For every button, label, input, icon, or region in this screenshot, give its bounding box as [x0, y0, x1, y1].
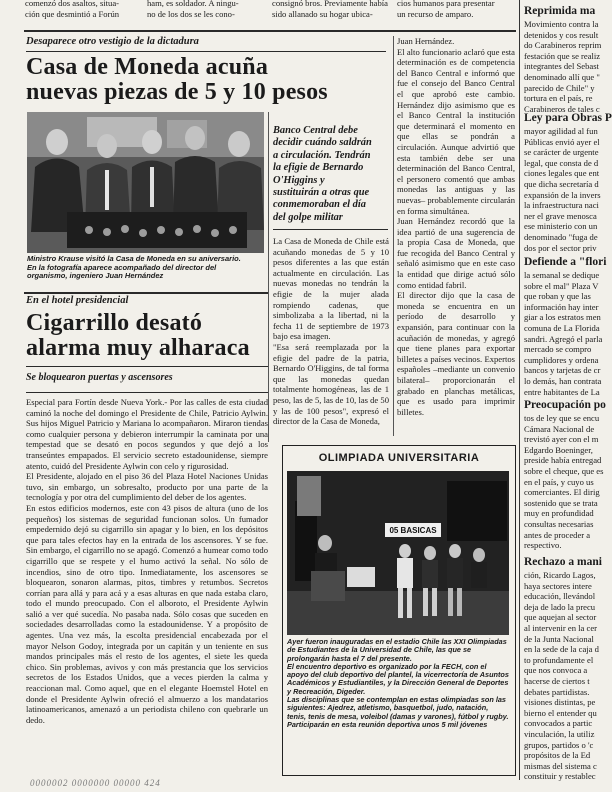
olympics-photo-image — [287, 471, 509, 635]
top-fragment-2: ham, es soldador. A ningu- no de los dos se les cono- — [147, 0, 239, 19]
article2-headline: Cigarrillo desató alarma muy alharaca — [26, 310, 250, 361]
kicker-underline — [26, 51, 386, 52]
footer-archive-mark: 0000002 0000000 00000 424 — [30, 778, 161, 788]
article2-body: Especial para Fortín desde Nueva York.- Por las calles de esta ciudad caminó la noche del domingo el Presidente de Chile, Patricio Aylwin. Sus hijos Miguel Patricio y Mariana lo acompañaron. Miraron tiendas como cualquier persona y debieron interrumpir la caminata por una tempestad que se desató en pocos segundos y que dejó a los transeúntes empapados. El servicio secreto estadounidense, siempre atento, cuidó del Presidente Aylwin con celo y rigurosidad. El Presidente, alojado en el piso 36 del Plaza Hotel Naciones Unidas tuvo, sin embargo, un sobresalto, producto por una parte de la tecnología y por otra del cumplimiento del deber de los agentes. En estos edificios modernos, este con 43 pisos de altura (uno de los pequeños) los sistemas de seguridad funcionan solos. Un fumador empedernido dejó su cigarrillo sin apagar y lo bien, en los depósitos que para tales efectos hay en la entrada de los ascensores. Y se fue. Sin embargo, el cigarrillo no se apagó. Comenzó a humear como todo cigarrillo que se respete y el humo activó la señal. No sólo de incendios, sino de otro tipo. Inmediatamente, los ascensores se bloquearon, sonaron alarmas, pitos, timbres y retumbos. Secretos corrían para allá y para acá y a esas alturas en que nada estaba claro, todo el mundo preocupado. Con el alboroto, el Presidente Aylwin salió a ver qué sucedía. No pasaba nada. Sólo cosas que suceden en sociedades desarrolladas como la estadounidense. Y a propósito de agentes. Una vez más, la escolta presidencial encabezada por el mayor Nelson Godoy, integrada por un capitán y un teniente en sus mandos principales más el resto de los agentes, el siete les queda chico. Sin problemas, avivos y con más prestancia que los servicios secretos de los Estados Unidos, que a veces pierden la calma y reaccionan mal. Como aquel, que en el elegante Hoemstel Hotel en donde el Presidente Aylwin ofreció el almuerzo a los mandatarios latinoamericanos, amenazó a un periodista chileno con quebrarle un dedo. — [26, 397, 268, 725]
casa-moneda-photo-image — [27, 112, 264, 253]
olympics-title: OLIMPIADA UNIVERSITARIA — [318, 452, 480, 464]
article1-headline: Casa de Moneda acuña nuevas piezas de 5 y 10 pesos — [26, 54, 328, 105]
article1-body-right: Juan Hernández. El alto funcionario aclaró que esta determinación es de competencia del Banco Central e informó que fue el consejo del Banco Central el que aprobó este cambio. Hernández dijo asimismo que es el Banco Central la institución que determinará el momento en que ellas se pondrán a circulación. Aunque advirtió que esta también debe ser una determinación del Banco Central, el personero comentó que ambas monedas las antiguas y las nuevas– probablemente circularán en forma simultánea. Juan Hernández recordó que la idea partió de una sugerencia de la propia Casa de Moneda, que fue recogida del Banco Central y señaló asimismo que en este caso la entidad que dirige actuó sólo como entidad fabril. El director dijo que la casa de moneda se encuentra en un período de desarrollo y expansión, para continuar con la acuñación de monedas, y agregó que tiene planes para exportar billetes a países vecinos. Expertos españoles –mediante un convenio bilateral– proporcionarán el grabado en planchas metálicas, que es usado para imprimir billetes. — [397, 36, 515, 417]
top-fragment-3: consignó bros. Previamente había sido allanado su hogar ubica- — [272, 0, 388, 19]
olympics-banner: 05 BASICAS — [389, 526, 437, 535]
sidebar-text-1: Movimiento contra la detenidos y cos result do Carabineros reprim festación que se realiz integrantes del Sebast denominado allí que " parecido de Chile" y tortura en el país, re Carabineros de tales c — [524, 19, 602, 114]
sidebar-head-3: Defiende a "flori — [524, 256, 607, 268]
article2-subhead: Se bloquearon puertas y ascensores — [26, 372, 173, 383]
article1-kicker: Desaparece otro vestigio de la dictadura — [26, 36, 199, 47]
sidebar-head-5: Rechazo a mani — [524, 556, 602, 568]
column-rule-2 — [393, 36, 394, 436]
olympics-box — [282, 445, 516, 776]
sidebar-text-3: la semanal se dedique sobre el mal" Plaza V que roban y que las información hay inter giar a los estratos men comuna de La Florida sandri. Agregó el parla mercado se compro cumplidores y ordena bancos y tarjetas de cr lo demás, han contrata entre habitantes de La — [524, 270, 603, 397]
casa-moneda-photo — [27, 112, 264, 253]
sidebar-head-2: Ley para Obras P — [524, 112, 612, 124]
olympics-photo — [287, 471, 509, 635]
top-fragment-4: cios humanos para presentar un recurso de amparo. — [397, 0, 495, 19]
subhead-rule-bottom — [26, 392, 268, 393]
article1-deck: Banco Central debe decidir cuándo saldrán a circulación. Tendrán la efigie de Bernardo O'Higgins y sustituirán a otras que conmemoraban el día del golpe militar — [273, 125, 372, 223]
article2-top-rule — [24, 292, 268, 294]
sidebar-text-4: tos de ley que se encu Cámara Nacional de trevistó ayer con el m Edgardo Boeninger, preside había entregad sobre el cheque, que es en el país, y cuyo us comerciantes. El dirig sostenido que se trata muy en profundidad consultas necesarias antes de proceder a respectivo. — [524, 413, 604, 551]
olympics-caption: Ayer fueron inauguradas en el estadio Chile las XXI Olimpiadas de Estudiantes de la Universidad de Chile, las que se prolongarán hasta el 7 del presente. El encuentro deportivo es organizado por la FECH, con el apoyo del club deportivo del plantel, la vicerrectoría de Asuntos Académicos y Estudiantiles, y la Dirección General de Deportes y Recreación, Digeder. Las disciplinas que se contemplan en estas olimpiadas son las siguientes: Ajedrez, atletismo, basquetbol, judo, natación, tenis, tenis de mesa, voleibol (damas y varones), fútbol y rugby. Participarán en esta reunión deportiva unos 5 mil jóvenes — [287, 637, 509, 729]
column-rule-1 — [268, 112, 269, 442]
deck-rule — [273, 229, 388, 230]
casa-moneda-caption: Ministro Krause visitó la Casa de Moneda en su aniversario. En la fotografía aparece acompañado del director del organismo, ingeniero Juan Hernández — [27, 254, 241, 280]
sidebar-head-1: Reprimida ma — [524, 5, 596, 17]
top-fragment-1: comenzó dos asaltos, situa- ción que desmintió a Forún — [25, 0, 120, 19]
subhead-rule-top — [26, 366, 268, 367]
article1-body-mid: La Casa de Moneda de Chile está acuñando monedas de 5 y 10 pesos diferentes a las que están actualmente en circulación. Las nuevas monedas no tendrán la efigie de la mujer alada rompiendo cadenas, que simbolizaba a la libertad, ni la fecha 11 de septiembre de 1973 bajo esa imagen. "Esa será reemplazada por la efigie del padre de la patria, Bernardo O'Higgins, de tal forma que las monedas quedan totalmente homogéneas, las de 1 peso, las de 5, las de 10, las de 50 y las de 100 pesos", expresó el director de la Casa de Moneda, — [273, 236, 389, 427]
sidebar-rule — [519, 0, 520, 780]
top-rule — [24, 30, 516, 32]
sidebar-text-5: ción, Ricardo Lagos, haya sectores intere educación, llevándol deja de lado la precu que aquejan al sector al intervenir en la cer de la Junta Nacional en la sede de la caja d to profundamente el que nos convoca a hacerse de ciertos t debates partidistas. visiones distintas, pe bierno el entender qu convocados a partic vinculación, la utiliz grupos, partidos o 'c propósitos de la Ed mismas del sistema c constituir y restablec — [524, 570, 599, 782]
sidebar-text-2: mayor agilidad al fun Públicas envió ayer el se carácter de urgente legal, que consta de d ciones legales que ent que dicha secretaría d expansión de la invers la infraestructura naci ner el grave menosca ese ministerio con un denominado "fuga de dos por el sector priv — [524, 126, 601, 253]
sidebar-head-4: Preocupación po — [524, 399, 606, 411]
article2-kicker: En el hotel presidencial — [26, 295, 129, 306]
